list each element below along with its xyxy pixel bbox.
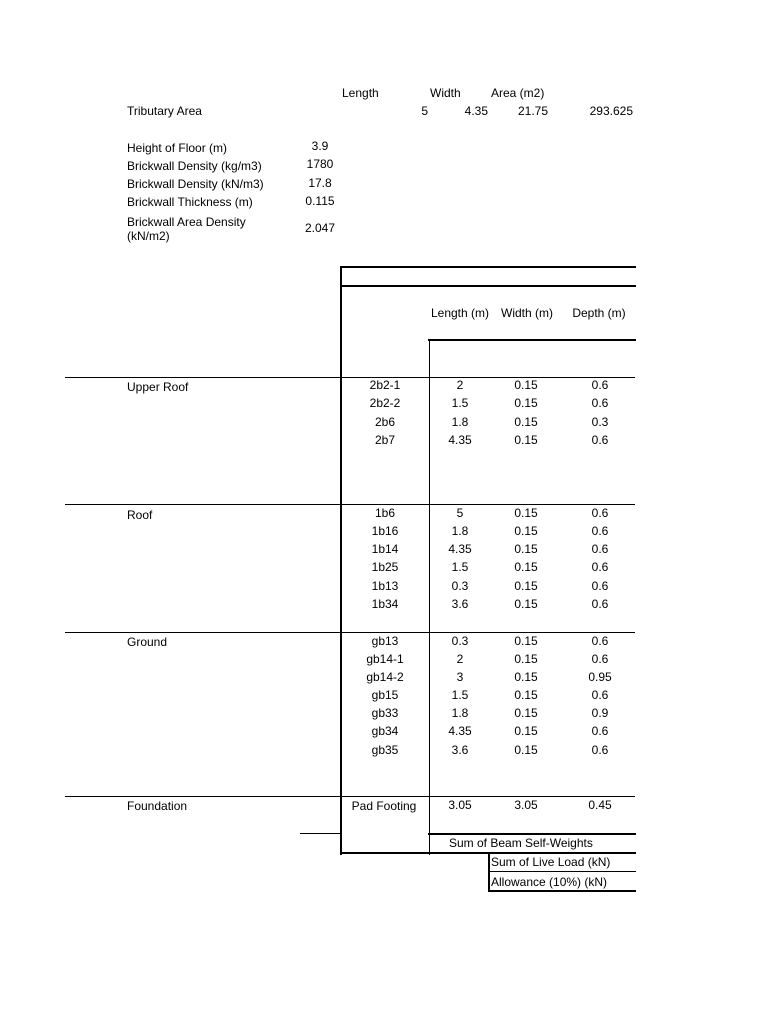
beam-width: 0.15: [514, 597, 538, 611]
beam-depth: 0.6: [591, 688, 609, 702]
beam-depth: 0.6: [591, 396, 609, 410]
beam-id: Pad Footing: [351, 799, 417, 813]
property-label: Brickwall Thickness (m): [127, 195, 253, 209]
beam-depth: 0.6: [591, 560, 609, 574]
beam-depth: 0.6: [591, 634, 609, 648]
table-header-divider: [340, 285, 636, 287]
beam-width: 0.15: [514, 433, 538, 447]
beam-length: 1.5: [451, 396, 469, 410]
sum-live-load-label: Sum of Live Load (kN): [491, 855, 611, 869]
header-area: Area (m2): [491, 86, 545, 100]
property-value: 1780: [306, 157, 334, 171]
property-value: 2.047: [304, 221, 336, 235]
beam-width: 0.15: [514, 743, 538, 757]
beam-depth: 0.6: [591, 506, 609, 520]
sum-beam-self-weights-label: Sum of Beam Self-Weights: [449, 836, 593, 850]
summary-row-divider: [489, 871, 636, 872]
beam-width: 0.15: [514, 634, 538, 648]
beam-id: 1b16: [371, 524, 399, 538]
summary-divider: [300, 833, 341, 834]
tributary-area-label: Tributary Area: [127, 104, 202, 118]
beam-width: 0.15: [514, 560, 538, 574]
beam-length: 1.8: [451, 706, 469, 720]
property-label: Brickwall Density (kg/m3): [127, 159, 262, 173]
section-label-upper-roof: Upper Roof: [127, 380, 189, 394]
property-label: Brickwall Density (kN/m3): [127, 177, 264, 191]
beam-length: 2: [456, 652, 464, 666]
beam-length: 5: [456, 506, 464, 520]
beam-length: 1.5: [451, 560, 469, 574]
beam-id: gb15: [371, 688, 399, 702]
column-header-width: Width (m): [501, 306, 553, 320]
property-label: Brickwall Area Density: [127, 215, 246, 229]
beam-id: gb14-2: [366, 670, 404, 684]
property-value: 3.9: [311, 139, 329, 153]
beam-depth: 0.6: [591, 724, 609, 738]
beam-id: gb33: [371, 706, 399, 720]
beam-id: gb14-1: [366, 652, 404, 666]
section-label-foundation: Foundation: [127, 799, 188, 813]
property-value: 0.115: [305, 194, 335, 208]
tributary-total: 293.625: [589, 104, 633, 118]
tributary-area: 21.75: [517, 104, 548, 118]
beam-width: 0.15: [514, 524, 538, 538]
allowance-label: Allowance (10%) (kN): [491, 875, 608, 889]
beam-length: 4.35: [448, 433, 472, 447]
column-header-length: Length (m): [430, 306, 490, 320]
beam-id: 1b25: [371, 560, 399, 574]
beam-width: 0.15: [514, 706, 538, 720]
table-subheader-divider: [428, 339, 636, 341]
beam-width: 0.15: [514, 415, 538, 429]
beam-id: 1b6: [374, 506, 396, 520]
section-divider: [65, 796, 635, 797]
beam-id: 2b2-2: [369, 396, 401, 410]
beam-id: 2b2-1: [369, 378, 401, 392]
beam-width: 0.15: [514, 396, 538, 410]
beam-length: 4.35: [448, 542, 472, 556]
beam-width: 0.15: [514, 378, 538, 392]
tributary-length: 5: [421, 104, 428, 118]
beam-length: 1.8: [451, 524, 469, 538]
property-label: Height of Floor (m): [127, 141, 228, 155]
section-label-ground: Ground: [127, 635, 168, 649]
beam-depth: 0.6: [591, 743, 609, 757]
beam-length: 1.5: [451, 688, 469, 702]
beam-width: 0.15: [514, 688, 538, 702]
beam-depth: 0.6: [591, 433, 609, 447]
summary-top-border: [428, 833, 636, 835]
beam-length: 0.3: [451, 634, 469, 648]
beam-id: 2b6: [374, 415, 396, 429]
beam-length: 4.35: [448, 724, 472, 738]
beam-depth: 0.9: [591, 706, 609, 720]
tributary-width: 4.35: [464, 104, 488, 118]
beam-id: 1b13: [371, 579, 399, 593]
beam-id: 1b14: [371, 542, 399, 556]
section-label-roof: Roof: [127, 508, 153, 522]
beam-width: 0.15: [514, 542, 538, 556]
beam-length: 1.8: [451, 415, 469, 429]
beam-length: 3.6: [451, 743, 469, 757]
beam-width: 0.15: [514, 579, 538, 593]
section-divider: [65, 632, 635, 633]
beam-id: gb13: [371, 634, 399, 648]
property-value: 17.8: [308, 176, 332, 190]
beam-length: 2: [456, 378, 464, 392]
beam-depth: 0.95: [588, 670, 612, 684]
header-width: Width: [430, 86, 461, 100]
column-header-depth: Depth (m): [572, 306, 626, 320]
table-top-border: [340, 266, 636, 268]
header-length: Length: [342, 86, 379, 100]
beam-depth: 0.6: [591, 524, 609, 538]
beam-width: 3.05: [514, 798, 538, 812]
property-label-continued: (kN/m2): [127, 229, 170, 243]
beam-depth: 0.6: [591, 378, 609, 392]
beam-depth: 0.6: [591, 597, 609, 611]
beam-id: gb34: [371, 724, 399, 738]
beam-id: 1b34: [371, 597, 399, 611]
table-left-border: [340, 266, 342, 855]
beam-depth: 0.6: [591, 652, 609, 666]
beam-width: 0.15: [514, 724, 538, 738]
section-divider: [65, 504, 635, 505]
beam-depth: 0.3: [591, 415, 609, 429]
beam-length: 0.3: [451, 579, 469, 593]
beam-width: 0.15: [514, 506, 538, 520]
beam-length: 3.6: [451, 597, 469, 611]
beam-width: 0.15: [514, 670, 538, 684]
beam-depth: 0.6: [591, 579, 609, 593]
summary-bottom-border: [488, 890, 636, 892]
beam-width: 0.15: [514, 652, 538, 666]
beam-id: 2b7: [374, 433, 396, 447]
beam-depth: 0.6: [591, 542, 609, 556]
beam-length: 3: [456, 670, 464, 684]
beam-id: gb35: [371, 743, 399, 757]
beam-length: 3.05: [448, 798, 472, 812]
beam-depth: 0.45: [588, 798, 612, 812]
